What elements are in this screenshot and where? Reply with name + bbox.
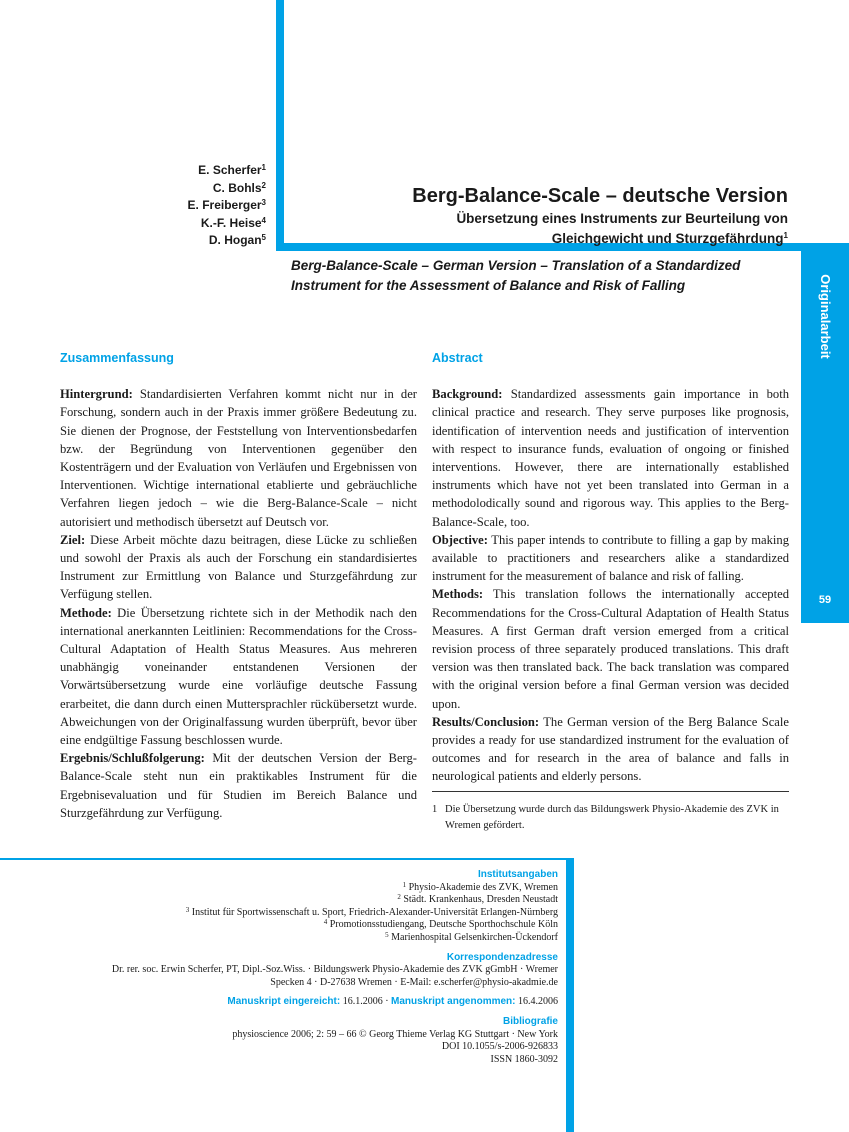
article-info-box [58,869,558,1066]
abstract-paragraph: Hintergrund: Standardisierten Verfahren kommt nicht nur in der Forschung, sondern auch in der Praxis immer größere Bedeutung zu. Sie dienen der Prognose, der Feststellung von Interventionsbedarfen bzw. der Begründung von Interventionen gegenüber den Kostenträgern und der Evaluation von Verläufen und Ergebnissen von Interventionen. Wichtige international etablierte und gebräuchliche Verfahren liegen jedoch – wie die Berg-Balance-Scale – nicht autorisiert und methodisch übersetzt auf Deutsch vor. [60,387,417,529]
zusammenfassung-column [60,349,417,822]
author: E. Freiberger$^3$ [187,198,266,212]
institution: $^4$ Promotionsstudiengang, Deutsche Sporthochschule Köln [323,918,558,931]
zusammenfassung-heading: Zusammenfassung [60,351,174,365]
accepted-date: 16.4.2006 [515,996,558,1008]
correspondence-line: Dr. rer. soc. Erwin Scherfer, PT, Dipl.-Soz.Wiss. · Bildungswerk Physio-Akademie des ZVK gGmbH · Wremer [111,964,558,976]
author: D. Hogan$^5$ [208,233,266,247]
institution: $^3$ Institut für Sportwissenschaft u. Sport, Friedrich-Alexander-Universität Erlangen-Nürnberg [185,905,558,918]
abstract-paragraph: Background: Standardized assessments gain importance in both clinical practice and research. They serve purposes like prognosis, identification of intervention needs and justification of intervention with respect to insurance funds, evaluation of ongoing or finished interventions. However, there are internationally established instruments which have not yet been translated into German in a methodolodically sound and rigorous way. This applies to the Berg-Balance-Scale, too. [432,387,789,529]
footnote-text: Die Übersetzung wurde durch das Bildungswerk Physio-Akademie des ZVK in Wremen gefördert. [445,804,779,831]
abstract-column [432,349,789,786]
institution: $^1$ Physio-Akademie des ZVK, Wremen [402,880,558,893]
bibliography-line: physioscience 2006; 2: 59 – 66 © Georg Thieme Verlag KG Stuttgart · New York [232,1028,558,1040]
correspondence-line: Specken 4 · D-27638 Wremen · E-Mail: e.scherfer@physio-akadmie.de [270,976,558,988]
abstract-heading: Abstract [432,351,483,365]
author: E. Scherfer$^1$ [198,163,266,177]
abstract-paragraph: Methods: This translation follows the internationally accepted Recommendations for the Cross-Cultural Adaptation of Health Status Measures. A first German draft version emerged from a critical revision process of three separately produced translations. This draft version was then translated back. The back translation was compared with the original version before a final German version was decided upon. [432,587,789,711]
footnote-number: 1 [432,804,438,815]
institution: $^5$ Marienhospital Gelsenkirchen-Ückendorf [385,930,558,943]
page-number: 59 [818,594,832,606]
title-block [368,183,788,248]
accepted-label: Manuskript angenommen: [391,996,516,1008]
english-title: Berg-Balance-Scale – German Version – Translation of a Standardized Instrument for the Assessment of Balance and Risk of Falling [291,258,741,293]
side-tab-label: Originalarbeit [817,273,833,359]
footnote [432,802,789,834]
correspondence-heading: Korrespondenzadresse [446,951,558,963]
abstract-paragraph: Results/Conclusion: The German version of the Berg Balance Scale provides a ready for use standardized instrument for the evaluation of outcomes and for research in the area of balance and falls in neurological patients and elderly persons. [432,714,789,784]
footnote-rule [432,791,789,792]
author: K.-F. Heise$^4$ [200,215,266,230]
manuscript-dates [58,996,558,1009]
issn: ISSN 1860-3092 [490,1053,558,1065]
abstract-paragraph: Objective: This paper intends to contribute to filling a gap by making available to practitioners and researchers alike a standardized instrument for the measurement of balance and risk of falling. [432,532,789,584]
received-date: 16.1.2006 · [340,996,392,1008]
abstract-paragraph: Methode: Die Übersetzung richtete sich in der Methodik nach den international anerkannten Leitlinien: Recommendations for the Cross-Cultural Adaptation of Health Status Measures. Aus mehreren unabhängig voneinander entstandenen Versionen der Vorwärtsübersetzung wurde eine vorläufige deutsche Fassung erarbeitet, die dann durch einen Muttersprachler rückübersetzt wurde. Abweichungen von der Originalfassung wurden überprüft, bevor über eine endgültige Fassung beschlossen wurde. [60,605,417,748]
institutions-heading: Institutsangaben [477,869,558,880]
info-box-top-rule [0,858,574,860]
author-list [188,162,266,250]
doi: DOI 10.1055/s-2006-926833 [441,1041,558,1053]
bibliography-heading: Bibliografie [502,1015,558,1027]
info-box-side-rule [566,858,574,1132]
abstract-paragraph: Ergebnis/Schlußfolgerung: Mit der deutschen Version der Berg-Balance-Scale steht nun ein praktikables Instrument für die Ergebnisevaluation und für Studien im Bereich Balance und Sturzgefährdung zur Verfügung. [60,751,417,820]
received-label: Manuskript eingereicht: [227,996,341,1008]
article-title: Berg-Balance-Scale – deutsche Version [412,185,788,207]
article-subtitle: Übersetzung eines Instruments zur Beurteilung von Gleichgewicht und Sturzgefährdung$^1$ [456,211,788,246]
abstract-paragraph: Ziel: Diese Arbeit möchte dazu beitragen, diese Lücke zu schließen und sowohl der Praxis als auch der Forschung ein standardisiertes Instrument zur Ermittlung von Balance und Sturzgefährdung zur Verfügung stellen. [60,532,417,602]
vertical-accent-bar [276,0,284,251]
section-side-tab [801,251,849,623]
author: C. Bohls$^2$ [212,180,266,195]
institution: $^2$ Städt. Krankenhaus, Dresden Neustadt [397,893,558,906]
